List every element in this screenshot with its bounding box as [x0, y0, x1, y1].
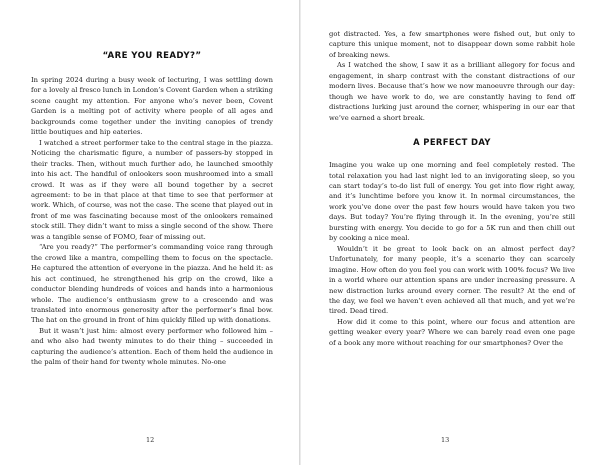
- page-number-left: 12: [146, 436, 155, 444]
- right-text-column: [329, 29, 575, 348]
- left-text-column: [31, 32, 273, 368]
- page-number-right: 13: [441, 436, 450, 444]
- paragraph: I watched a street performer take to the central stage in the piazza. Noticing the charismatic figure, a number of passers-by stopped in their tracks. Then, without much further ado, he launched smoothly into his act. The handful of onlookers soon mushroomed into a small crowd. It was as if they were all bound together by a secret agreement: to be in that place at that time to see that performer at work. Which, of course, was not the case. The scene that played out in front of me was fascinating because most of the onlookers remained stock still. They didn’t want to miss a single second of the show. There was a tangible sense of FOMO, fear of missing out.: [31, 138, 273, 241]
- right-page: [301, 0, 600, 465]
- paragraph: How did it come to this point, where our focus and attention are getting weaker every year? Where we can barely read even one page of a book any more without reaching for our smartphones? Over the: [329, 317, 575, 347]
- paragraph: But it wasn’t just him: almost every performer who followed him – and who also had twenty minutes to do their thing – succeeded in capturing the audience’s attention. Each of them held the audience in the palm of their hand for twenty whole minutes. No-one: [31, 326, 273, 367]
- left-page: [0, 0, 299, 465]
- section-heading-are-you-ready: “ARE YOU READY?”: [102, 51, 202, 61]
- paragraph: “Are you ready?” The performer’s commanding voice rang through the crowd like a mantra, compelling them to focus on the spectacle. He captured the attention of everyone in the piazza. And he held it: as his act continued, he strengthened his grip on the crowd, like a conductor blending hundreds of voices and hands into a harmonious whole. The audience’s enthusiasm grew to a crescendo and was translated into enormous generosity after the performer’s final bow. The hat on the ground in front of him quickly filled up with donations.: [31, 243, 273, 325]
- paragraph: Imagine you wake up one morning and feel completely rested. The total relaxation you had last night led to an invigorating sleep, so you can start today’s to-do list full of energy. You get into flow right away, and it’s lunchtime before you know it. In normal circumstances, the work you’ve done over the past few hours would have taken you two days. But today? You’re flying through it. In the evening, you’re still bursting with energy. You decide to go for a 5K run and then chill out by cooking a nice meal.: [329, 161, 575, 243]
- paragraph: As I watched the show, I saw it as a brilliant allegory for focus and engagement, in sharp contrast with the constant distractions of our modern lives. Because that’s how we now manoeuvre through our day: though we have work to do, we are constantly having to fend off distractions lurking just around the corner, whispering in our ear that we’ve earned a short break.: [329, 61, 575, 122]
- paragraph: In spring 2024 during a busy week of lecturing, I was settling down for a lovely al fresco lunch in London’s Covent Garden when a striking scene caught my attention. For anyone who’s never been, Covent Garden is a melting pot of activity where people of all ages and backgrounds come together under the inviting canopies of trendy little boutiques and hip eateries.: [31, 76, 273, 137]
- section-heading-a-perfect-day: A PERFECT DAY: [413, 137, 491, 148]
- paragraph: Wouldn’t it be great to look back on an almost perfect day? Unfortunately, for many people, it’s a scenario they can scarcely imagine. How often do you feel you can work with 100% focus? We live in a world where our attention spans are under increasing pressure. A new distraction lurks around every corner. The result? At the end of the day, we feel we haven’t even achieved all that much, and yet we’re tired. Dead tired.: [329, 244, 575, 316]
- paragraph: got distracted. Yes, a few smartphones were fished out, but only to capture this unique moment, not to disappear down some rabbit hole of breaking news.: [329, 30, 575, 59]
